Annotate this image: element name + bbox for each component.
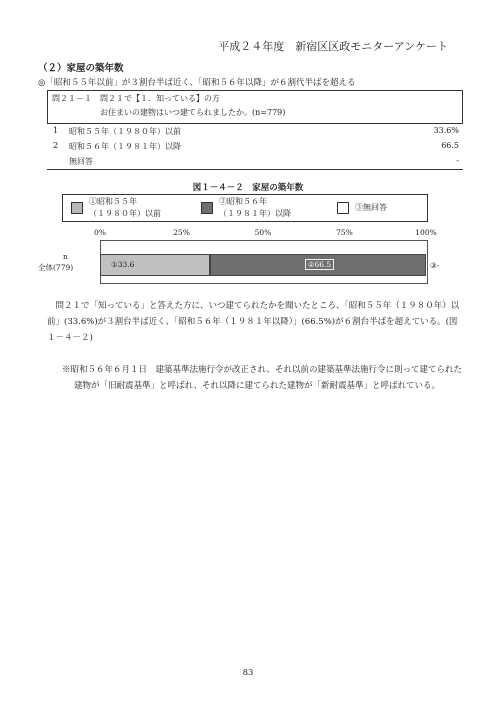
x-tick-label: 0% [94, 228, 106, 237]
answer-row [47, 124, 463, 139]
x-tick-label: 50% [254, 228, 272, 237]
question-box [47, 90, 463, 170]
question-header [47, 91, 463, 124]
answer-number: 2 [53, 141, 59, 150]
bar-value-label: ②66.5 [305, 259, 334, 270]
body-paragraph-container [47, 298, 463, 346]
answer-label: 昭和５６年（１９８１年）以降 [69, 142, 181, 151]
section-title: （２）家屋の築年数 [38, 63, 124, 74]
question-line-1: 問２１－１ 問２１で【１．知っている】の方 [52, 94, 220, 103]
row-label: 全体(779) [38, 263, 74, 272]
question-line-2: お住まいの建物はいつ建てられましたか。(n=779) [100, 108, 286, 117]
answer-number: 1 [53, 126, 59, 135]
answer-value: - [456, 156, 459, 165]
bar-segment-1 [100, 254, 210, 276]
answer-row [47, 154, 463, 169]
legend-swatch-before-1980 [71, 202, 83, 214]
answer-label: 昭和５５年（１９８０年）以前 [69, 127, 181, 136]
legend-label-line2: （１９８１年）以降 [219, 209, 291, 218]
note-text: ※昭和５６年６月１日 建築基準法施行令が改正され、それ以前の建築基準法施行令に則って建てられた建物が「旧耐震基準」と呼ばれ、それ以降に建てられた建物が「新耐震基準」と呼ばれている。 [62, 365, 463, 391]
legend-label-line1: ①昭和５５年 [89, 197, 137, 206]
body-paragraph: 問２１で「知っている」と答えた方に、いつ建てられたかを聞いたところ、「昭和５５年（１９８０年）以前」(33.6%)が３割台半ば近く、「昭和５６年（１９８１年以降）」(66.5%)が６割台半ばを超えている。(図１－４－２) [47, 301, 460, 343]
answer-row [47, 139, 463, 154]
x-tick-label: 100% [415, 228, 437, 237]
bar-value-label: ①33.6 [111, 260, 135, 269]
figure-title: 図１－４－２ 家屋の築年数 [192, 183, 304, 193]
note-container [62, 362, 462, 394]
answer-value: 66.5 [441, 141, 459, 150]
legend-label-line1: ②昭和５６年 [219, 197, 267, 206]
section-summary: ◎「昭和５５年以前」が３割台半ば近く、「昭和５６年以降」が６割代半ばを超える [38, 78, 356, 88]
x-tick-label: 25% [173, 228, 190, 237]
legend-swatch-after-1981 [201, 202, 213, 214]
bar-end-label-no-answer: ③- [430, 261, 440, 270]
chart-legend [62, 194, 428, 222]
answer-label: 無回答 [69, 157, 93, 166]
answer-value: 33.6% [433, 126, 459, 135]
bar-segment-2 [210, 254, 426, 276]
x-tick-label: 75% [336, 228, 353, 237]
legend-label-line2: （１９８０年）以前 [89, 209, 161, 218]
page-number: 83 [242, 668, 254, 678]
legend-swatch-no-answer [337, 202, 349, 214]
n-label: n [63, 252, 68, 261]
page-header: 平成２４年度 新宿区区政モニターアンケート [218, 40, 448, 53]
legend-label-line1: ③無回答 [355, 203, 387, 212]
